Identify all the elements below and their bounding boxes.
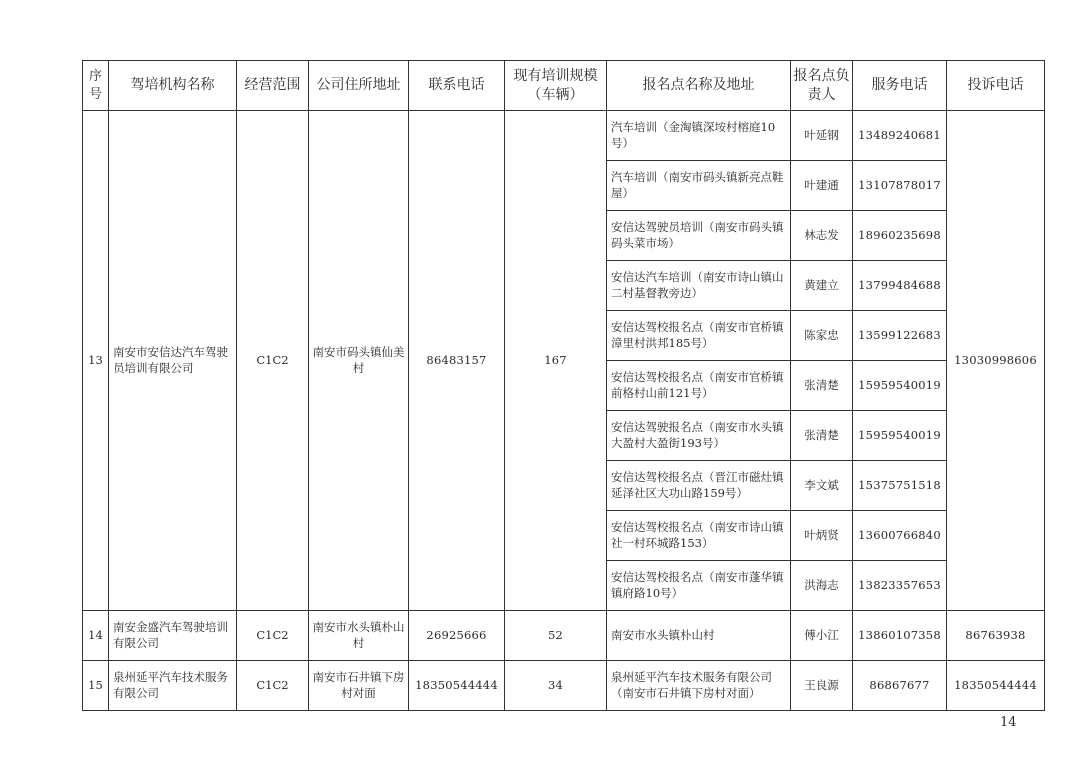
header-complaint: 投诉电话 xyxy=(947,61,1045,111)
scale-cell: 52 xyxy=(505,611,607,661)
manager-cell: 叶延钢 xyxy=(791,111,853,161)
service-cell: 13600766840 xyxy=(853,511,947,561)
phone-cell: 26925666 xyxy=(409,611,505,661)
service-cell: 15959540019 xyxy=(853,411,947,461)
site-cell: 安信达驾校报名点（南安市官桥镇前格村山前121号） xyxy=(607,361,791,411)
scale-cell: 34 xyxy=(505,661,607,711)
service-cell: 13860107358 xyxy=(853,611,947,661)
org-name-cell: 南安金盛汽车驾驶培训有限公司 xyxy=(109,611,237,661)
site-cell: 南安市水头镇朴山村 xyxy=(607,611,791,661)
header-manager: 报名点负责人 xyxy=(791,61,853,111)
header-row xyxy=(83,61,1045,111)
manager-cell: 李文斌 xyxy=(791,461,853,511)
complaint-cell: 13030998606 xyxy=(947,111,1045,611)
site-cell: 安信达驾校报名点（晋江市磁灶镇延泽社区大功山路159号） xyxy=(607,461,791,511)
page-number: 14 xyxy=(1000,715,1017,730)
manager-cell: 叶建通 xyxy=(791,161,853,211)
table-row xyxy=(83,111,1045,161)
header-address: 公司住所地址 xyxy=(309,61,409,111)
site-cell: 安信达驾校报名点（南安市蓬华镇镇府路10号） xyxy=(607,561,791,611)
manager-cell: 洪海志 xyxy=(791,561,853,611)
site-cell: 安信达驾驶报名点（南安市水头镇大盈村大盈街193号） xyxy=(607,411,791,461)
site-cell: 安信达汽车培训（南安市诗山镇山二村基督教旁边） xyxy=(607,261,791,311)
table-row xyxy=(83,611,1045,661)
manager-cell: 黄建立 xyxy=(791,261,853,311)
header-service: 服务电话 xyxy=(853,61,947,111)
header-sites: 报名点名称及地址 xyxy=(607,61,791,111)
address-cell: 南安市水头镇朴山村 xyxy=(309,611,409,661)
service-cell: 13107878017 xyxy=(853,161,947,211)
site-cell: 安信达驾驶员培训（南安市码头镇码头菜市场） xyxy=(607,211,791,261)
header-scope: 经营范围 xyxy=(237,61,309,111)
site-cell: 安信达驾校报名点（南安市官桥镇漳里村洪邦185号） xyxy=(607,311,791,361)
service-cell: 13489240681 xyxy=(853,111,947,161)
scope-cell: C1C2 xyxy=(237,661,309,711)
manager-cell: 傅小江 xyxy=(791,611,853,661)
org-name-cell: 泉州延平汽车技术服务有限公司 xyxy=(109,661,237,711)
scale-cell: 167 xyxy=(505,111,607,611)
phone-cell: 18350544444 xyxy=(409,661,505,711)
seq-cell: 15 xyxy=(83,661,109,711)
manager-cell: 张清楚 xyxy=(791,411,853,461)
scope-cell: C1C2 xyxy=(237,111,309,611)
manager-cell: 林志发 xyxy=(791,211,853,261)
site-cell: 汽车培训（金淘镇深垵村榕庭10号） xyxy=(607,111,791,161)
address-cell: 南安市码头镇仙美村 xyxy=(309,111,409,611)
service-cell: 13823357653 xyxy=(853,561,947,611)
seq-cell: 14 xyxy=(83,611,109,661)
header-name: 驾培机构名称 xyxy=(109,61,237,111)
site-cell: 泉州延平汽车技术服务有限公司（南安市石井镇下房村对面） xyxy=(607,661,791,711)
org-name-cell: 南安市安信达汽车驾驶员培训有限公司 xyxy=(109,111,237,611)
service-cell: 86867677 xyxy=(853,661,947,711)
address-cell: 南安市石井镇下房村对面 xyxy=(309,661,409,711)
complaint-cell: 86763938 xyxy=(947,611,1045,661)
service-cell: 13599122683 xyxy=(853,311,947,361)
phone-cell: 86483157 xyxy=(409,111,505,611)
manager-cell: 叶炳贤 xyxy=(791,511,853,561)
complaint-cell: 18350544444 xyxy=(947,661,1045,711)
service-cell: 13799484688 xyxy=(853,261,947,311)
manager-cell: 陈家忠 xyxy=(791,311,853,361)
manager-cell: 王良源 xyxy=(791,661,853,711)
site-cell: 安信达驾校报名点（南安市诗山镇社一村环城路153） xyxy=(607,511,791,561)
service-cell: 18960235698 xyxy=(853,211,947,261)
service-cell: 15375751518 xyxy=(853,461,947,511)
scope-cell: C1C2 xyxy=(237,611,309,661)
header-seq: 序号 xyxy=(83,61,109,111)
site-cell: 汽车培训（南安市码头镇新亮点鞋屋） xyxy=(607,161,791,211)
manager-cell: 张清楚 xyxy=(791,361,853,411)
table-row xyxy=(83,661,1045,711)
header-scale: 现有培训规模（车辆） xyxy=(505,61,607,111)
header-phone: 联系电话 xyxy=(409,61,505,111)
training-institutions-table xyxy=(82,60,1045,711)
seq-cell: 13 xyxy=(83,111,109,611)
service-cell: 15959540019 xyxy=(853,361,947,411)
